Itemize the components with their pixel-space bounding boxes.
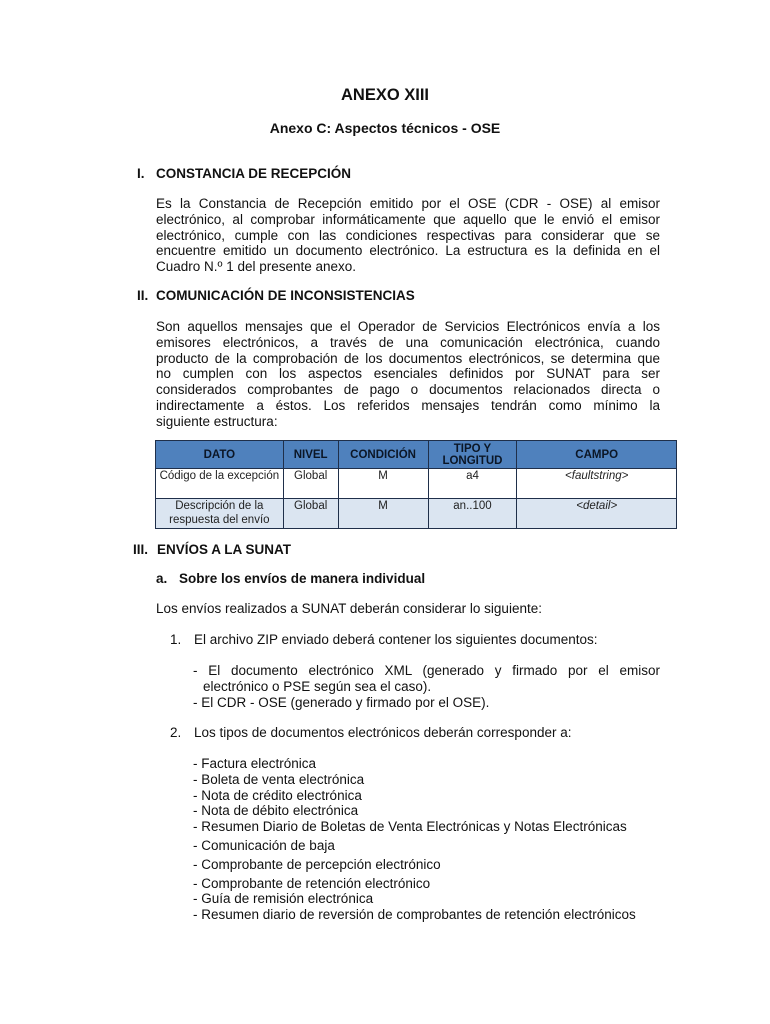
header-condicion: CONDICIÓN [338, 441, 428, 469]
section-3-heading [133, 542, 291, 557]
section-2-paragraph [156, 319, 660, 430]
paragraph-line: indirectamente a éstos. Los referidos mensajes tendrán como mínimo la [156, 397, 660, 413]
list-bullet: - El documento electrónico XML (generado y firmado por el emisor [193, 663, 660, 678]
section-3-intro: Los envíos realizados a SUNAT deberán considerar lo siguiente: [156, 601, 542, 616]
section-2-heading [137, 288, 415, 303]
section-1-paragraph [156, 196, 660, 275]
paragraph-line: producto de la comprobación de los documentos electrónicos, se determina que [156, 350, 660, 366]
paragraph-line: emisores electrónicos, a través de una comunicación electrónica, cuando [156, 334, 660, 350]
list-item-1-text: El archivo ZIP enviado deberá contener los siguientes documentos: [194, 632, 598, 647]
list-item-1 [170, 632, 598, 647]
list-bullet: - Boleta de venta electrónica [193, 771, 365, 787]
cell-dato: Código de la excepción [156, 469, 284, 499]
section-1-heading [137, 166, 351, 181]
cell-tipo-longitud: an..100 [428, 499, 517, 529]
section-1-title: CONSTANCIA DE RECEPCIÓN [156, 166, 352, 181]
paragraph-line: Es la Constancia de Recepción emitido por el OSE (CDR - OSE) al emisor [156, 196, 660, 211]
list-item-2 [170, 725, 571, 740]
section-3-number: III. [133, 542, 149, 557]
cell-tipo-longitud: a4 [428, 469, 517, 499]
document-title: ANEXO XIII [340, 86, 430, 104]
cell-dato: Descripción de la respuesta del envío [156, 499, 284, 529]
list-bullet: - Comprobante de percepción electrónico [193, 856, 441, 872]
cell-campo: <detail> [517, 499, 677, 529]
list-bullet: - Resumen diario de reversión de comprobantes de retención electrónicos [193, 907, 636, 923]
paragraph-line: siguiente estructura: [156, 413, 278, 429]
paragraph-line: Cuadro N.º 1 del presente anexo. [156, 259, 357, 275]
header-dato: DATO [156, 441, 284, 469]
table-row [156, 469, 677, 499]
paragraph-line: considerados comprobantes de pago o documentos relacionados directa o [156, 382, 660, 398]
cell-condicion: M [338, 499, 428, 529]
cell-nivel: Global [283, 469, 338, 499]
subsection-a-heading [156, 571, 425, 586]
document-subtitle: Anexo C: Aspectos técnicos - OSE [269, 120, 501, 136]
list-bullet: - Nota de crédito electrónica [193, 787, 362, 803]
paragraph-line: Son aquellos mensajes que el Operador de Servicios Electrónicos envía a los [156, 319, 660, 334]
list-item-2-text: Los tipos de documentos electrónicos deberán corresponder a: [194, 725, 572, 740]
list-item-1-number: 1. [170, 632, 182, 647]
list-bullet: - Resumen Diario de Boletas de Venta Electrónicas y Notas Electrónicas [193, 819, 627, 835]
item-1-bullets [193, 663, 660, 710]
item-2-bullets [193, 756, 636, 923]
list-bullet: - Comunicación de baja [193, 837, 335, 853]
cell-condicion: M [338, 469, 428, 499]
list-bullet: - El CDR - OSE (generado y firmado por el OSE). [193, 694, 490, 710]
list-bullet: - Nota de débito electrónica [193, 803, 359, 819]
paragraph-line: no cumplen con los aspectos esenciales definidos por SUNAT para ser [156, 366, 660, 382]
list-bullet: - Comprobante de retención electrónico [193, 875, 431, 891]
inconsistency-structure-table [155, 440, 677, 529]
paragraph-line: electrónico, al comprobar informáticamente que aquello que le envió el emisor [156, 211, 660, 227]
header-nivel: NIVEL [283, 441, 338, 469]
table-header-row [156, 441, 677, 469]
paragraph-line: encuentre emitido un documento electrónico. La estructura es la definida en el [156, 243, 660, 259]
list-item-2-number: 2. [170, 725, 182, 740]
table-row [156, 499, 677, 529]
header-tipo-longitud: TIPO Y LONGITUD [428, 441, 517, 469]
header-campo: CAMPO [517, 441, 677, 469]
cell-campo: <faultstring> [517, 469, 677, 499]
list-bullet: - Factura electrónica [193, 756, 317, 771]
section-3-title: ENVÍOS A LA SUNAT [157, 542, 292, 557]
subsection-a-title: Sobre los envíos de manera individual [179, 571, 426, 586]
section-1-number: I. [137, 166, 145, 181]
list-bullet: - Guía de remisión electrónica [193, 891, 374, 907]
list-bullet-continuation: electrónico o PSE según sea el caso). [203, 678, 432, 694]
paragraph-line: electrónico, cumple con las condiciones respectivas para considerar que se [156, 227, 660, 243]
section-2-number: II. [137, 288, 149, 303]
section-2-title: COMUNICACIÓN DE INCONSISTENCIAS [156, 288, 415, 303]
cell-nivel: Global [283, 499, 338, 529]
subsection-a-letter: a. [156, 571, 168, 586]
